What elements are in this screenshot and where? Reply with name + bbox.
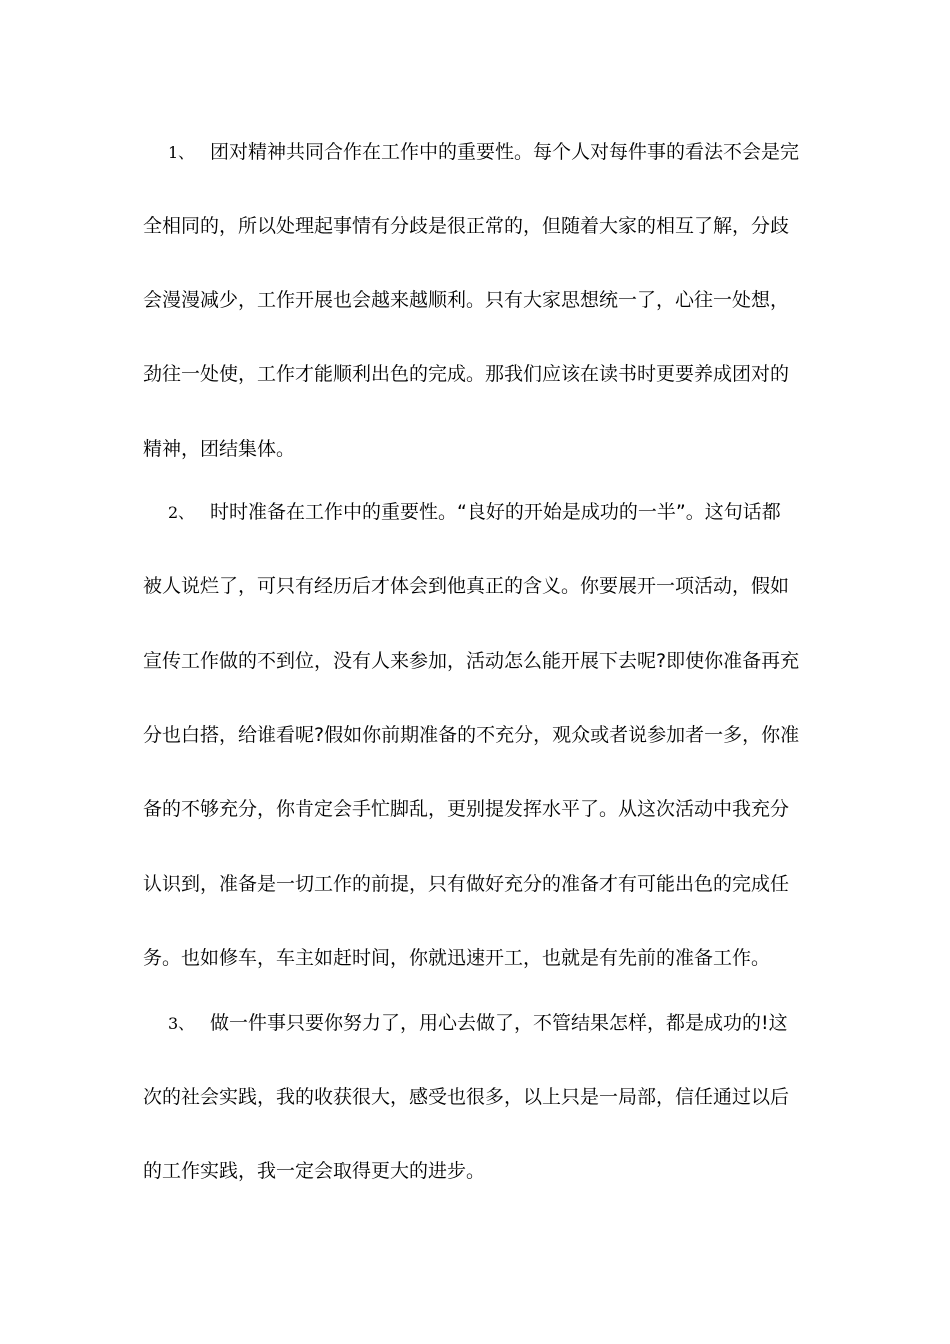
paragraph-3-line-3: 的工作实践，我一定会取得更大的进步。 (143, 1160, 486, 1182)
paragraph-2-line-7: 务。也如修车，车主如赶时间，你就迅速开工，也就是有先前的准备工作。 (143, 947, 771, 969)
paragraph-1-line-2: 全相同的，所以处理起事情有分歧是很正常的，但随着大家的相互了解，分歧 (143, 215, 790, 237)
paragraph-2-line-2: 被人说烂了，可只有经历后才体会到他真正的含义。你要展开一项活动，假如 (143, 575, 790, 597)
paragraph-1-text: 团对精神共同合作在工作中的重要性。每个人对每件事的看法不会是完 (210, 141, 800, 163)
paragraph-2-line-1 (168, 497, 813, 527)
paragraph-2-line-5: 备的不够充分，你肯定会手忙脚乱，更别提发挥水平了。从这次活动中我充分 (143, 798, 790, 820)
paragraph-1-line-1 (168, 137, 813, 167)
paragraph-3-line-1 (168, 1008, 813, 1038)
paragraph-3-number: 3、 (168, 1014, 195, 1033)
paragraph-1-line-5: 精神，团结集体。 (143, 438, 296, 460)
paragraph-3-text: 做一件事只要你努力了，用心去做了，不管结果怎样，都是成功的!这 (210, 1012, 788, 1034)
paragraph-2-number: 2、 (168, 503, 195, 522)
paragraph-2-line-6: 认识到，准备是一切工作的前提，只有做好充分的准备才有可能出色的完成任 (143, 873, 790, 895)
paragraph-1-line-3: 会漫漫减少，工作开展也会越来越顺利。只有大家思想统一了，心往一处想， (143, 289, 790, 311)
paragraph-2-text: 时时准备在工作中的重要性。“良好的开始是成功的一半”。这句话都 (210, 501, 781, 523)
paragraph-3-line-2: 次的社会实践，我的收获很大，感受也很多，以上只是一局部，信任通过以后 (143, 1086, 790, 1108)
paragraph-2-line-3: 宣传工作做的不到位，没有人来参加，活动怎么能开展下去呢?即使你准备再充 (143, 650, 800, 672)
paragraph-1-number: 1、 (168, 143, 195, 162)
paragraph-2-line-4: 分也白搭，给谁看呢?假如你前期准备的不充分，观众或者说参加者一多，你准 (143, 724, 800, 746)
paragraph-1-line-4: 劲往一处使，工作才能顺利出色的完成。那我们应该在读书时更要养成团对的 (143, 363, 790, 385)
